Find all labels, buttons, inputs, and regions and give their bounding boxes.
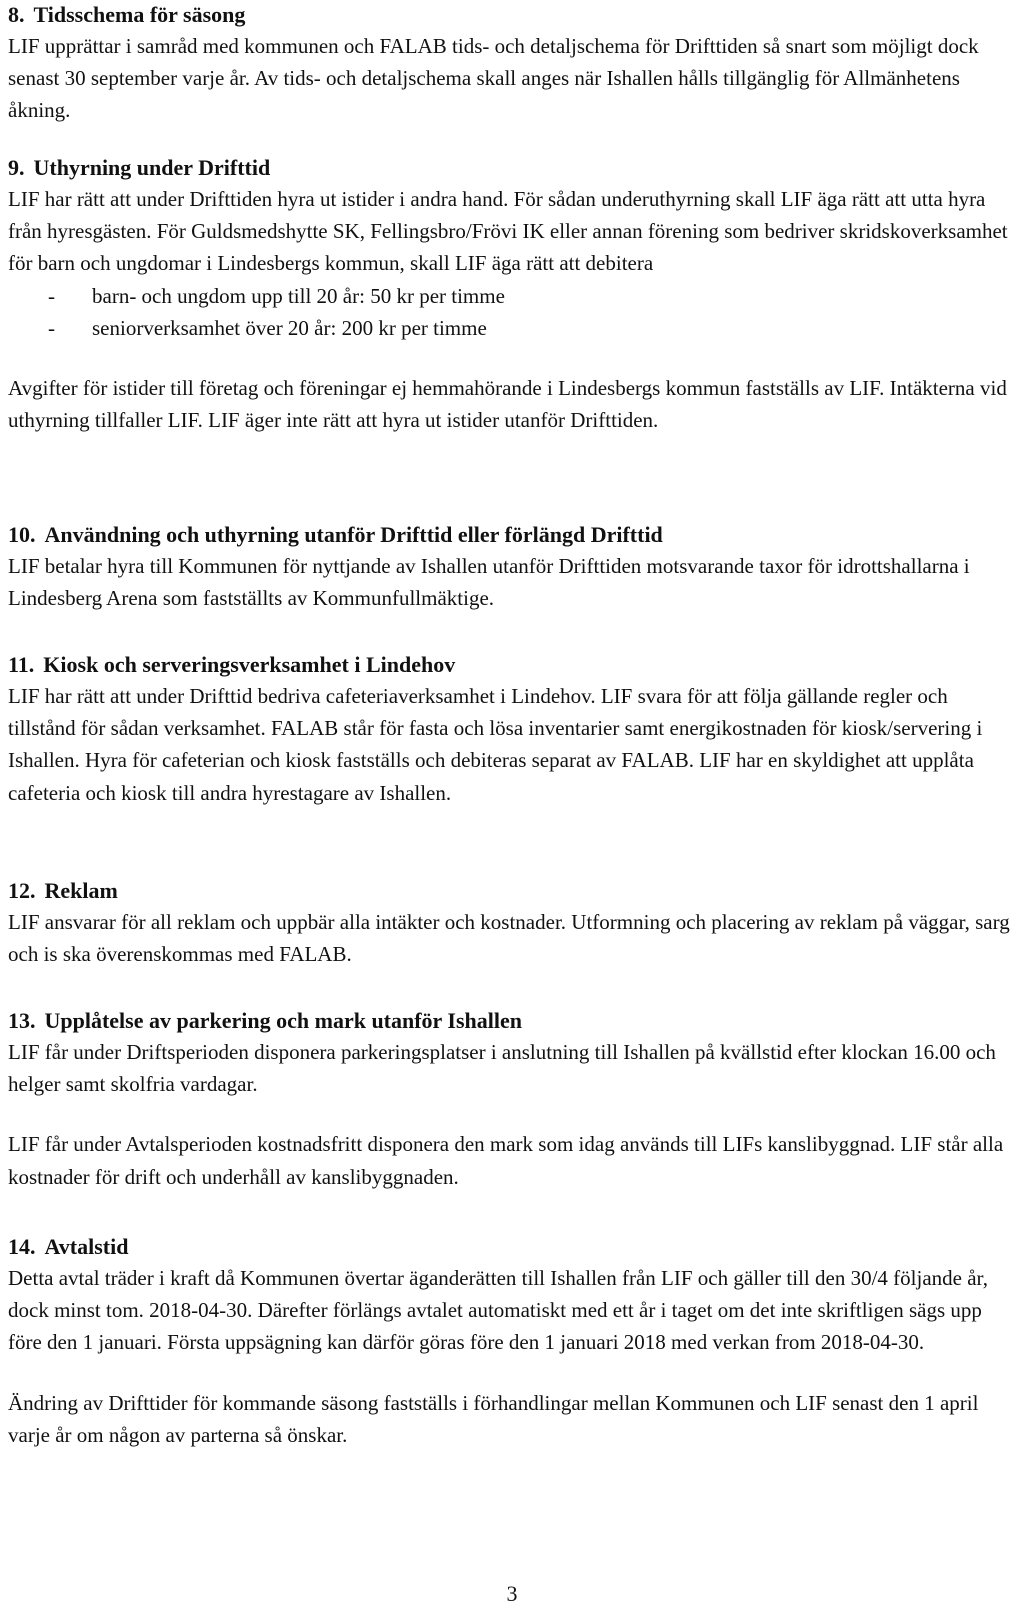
section-paragraph: LIF har rätt att under Drifttid bedriva cafeteriaverksamhet i Lindehov. LIF svara för att följa gällande regler och tillstånd för sådan verksamhet. FALAB står för fasta och lösa inventarier samt energikostnaden för kiosk/servering i Ishallen. Hyra för cafeterian och kiosk fastställs och debiteras separat av FALAB. LIF har en skyldighet att upplåta cafeteria och kiosk till andra hyrestagare av Ishallen. xyxy=(8,684,983,805)
section-11 xyxy=(8,650,1020,809)
section-title: Avtalstid xyxy=(44,1234,129,1259)
section-number: 14. xyxy=(8,1234,36,1259)
section-number: 9. xyxy=(8,155,25,180)
section-paragraph: LIF får under Driftsperioden disponera parkeringsplatser i anslutning till Ishallen på kvällstid efter klockan 16.00 och helger samt skolfria vardagar. xyxy=(8,1040,996,1097)
section-heading xyxy=(8,876,1020,906)
section-title: Tidsschema för säsong xyxy=(33,2,246,27)
section-heading xyxy=(8,1232,1020,1262)
list-item-text: barn- och ungdom upp till 20 år: 50 kr per timme xyxy=(92,283,505,308)
section-12 xyxy=(8,876,1020,970)
section-number: 13. xyxy=(8,1008,36,1033)
rate-list xyxy=(8,280,1020,344)
list-item-text: seniorverksamhet över 20 år: 200 kr per timme xyxy=(92,315,487,340)
section-10 xyxy=(8,520,1020,614)
section-number: 8. xyxy=(8,2,25,27)
section-paragraph: LIF får under Avtalsperioden kostnadsfritt disponera den mark som idag används till LIFs kanslibyggnad. LIF står alla kostnader för drift och underhåll av kanslibyggnaden. xyxy=(8,1132,1004,1189)
section-9 xyxy=(8,153,1020,436)
section-heading xyxy=(8,153,1020,183)
section-paragraph: LIF ansvarar för all reklam och uppbär alla intäkter och kostnader. Utformning och placering av reklam på väggar, sarg och is ska överenskommas med FALAB. xyxy=(8,910,1010,967)
section-heading xyxy=(8,0,1020,30)
section-8 xyxy=(8,0,1020,127)
list-item: - barn- och ungdom upp till 20 år: 50 kr per timme xyxy=(48,283,505,308)
section-title: Upplåtelse av parkering och mark utanför Ishallen xyxy=(44,1008,523,1033)
section-number: 11. xyxy=(8,652,35,677)
section-number: 10. xyxy=(8,522,36,547)
section-paragraph: LIF upprättar i samråd med kommunen och FALAB tids- och detaljschema för Drifttiden så snart som möjligt dock senast 30 september varje år. Av tids- och detaljschema skall anges när Ishallen hålls tillgänglig för Allmänhetens åkning. xyxy=(8,34,979,123)
section-title: Reklam xyxy=(44,878,118,903)
section-number: 12. xyxy=(8,878,36,903)
section-heading xyxy=(8,650,1020,680)
section-14 xyxy=(8,1232,1020,1451)
section-title: Användning och uthyrning utanför Drifttid eller förlängd Drifttid xyxy=(44,522,663,547)
section-heading xyxy=(8,520,1020,550)
list-item: - seniorverksamhet över 20 år: 200 kr per timme xyxy=(48,315,487,340)
section-paragraph: Detta avtal träder i kraft då Kommunen övertar äganderätten till Ishallen från LIF och gäller till den 30/4 följande år, dock minst tom. 2018-04-30. Därefter förlängs avtalet automatiskt med ett år i taget om det inte skriftligen sägs upp före den 1 januari. Första uppsägning kan därför göras före den 1 januari 2018 med verkan from 2018-04-30. xyxy=(8,1266,988,1355)
section-13 xyxy=(8,1006,1020,1193)
section-paragraph: Ändring av Drifttider för kommande säsong fastställs i förhandlingar mellan Kommunen och LIF senast den 1 april varje år om någon av parterna så önskar. xyxy=(8,1390,979,1447)
section-paragraph: LIF har rätt att under Drifttiden hyra ut istider i andra hand. För sådan underuthyrning skall LIF äga rätt att utta hyra från hyresgästen. För Guldsmedshytte SK, Fellingsbro/Frövi IK eller annan förening som bedriver skridskoverksamhet för barn och ungdomar i Lindesbergs kommun, skall LIF äga rätt att debitera xyxy=(8,187,1008,276)
section-title: Uthyrning under Drifttid xyxy=(33,155,271,180)
section-paragraph: Avgifter för istider till företag och föreningar ej hemmahörande i Lindesbergs kommun fastställs av LIF. Intäkterna vid uthyrning tillfaller LIF. LIF äger inte rätt att hyra ut istider utanför Drifttiden. xyxy=(8,375,1007,432)
section-heading xyxy=(8,1006,1020,1036)
section-paragraph: LIF betalar hyra till Kommunen för nyttjande av Ishallen utanför Drifttiden motsvarande taxor för idrottshallarna i Lindesberg Arena som fastställts av Kommunfullmäktige. xyxy=(8,554,970,611)
section-title: Kiosk och serveringsverksamhet i Lindehov xyxy=(43,652,456,677)
page-number: 3 xyxy=(506,1581,518,1606)
